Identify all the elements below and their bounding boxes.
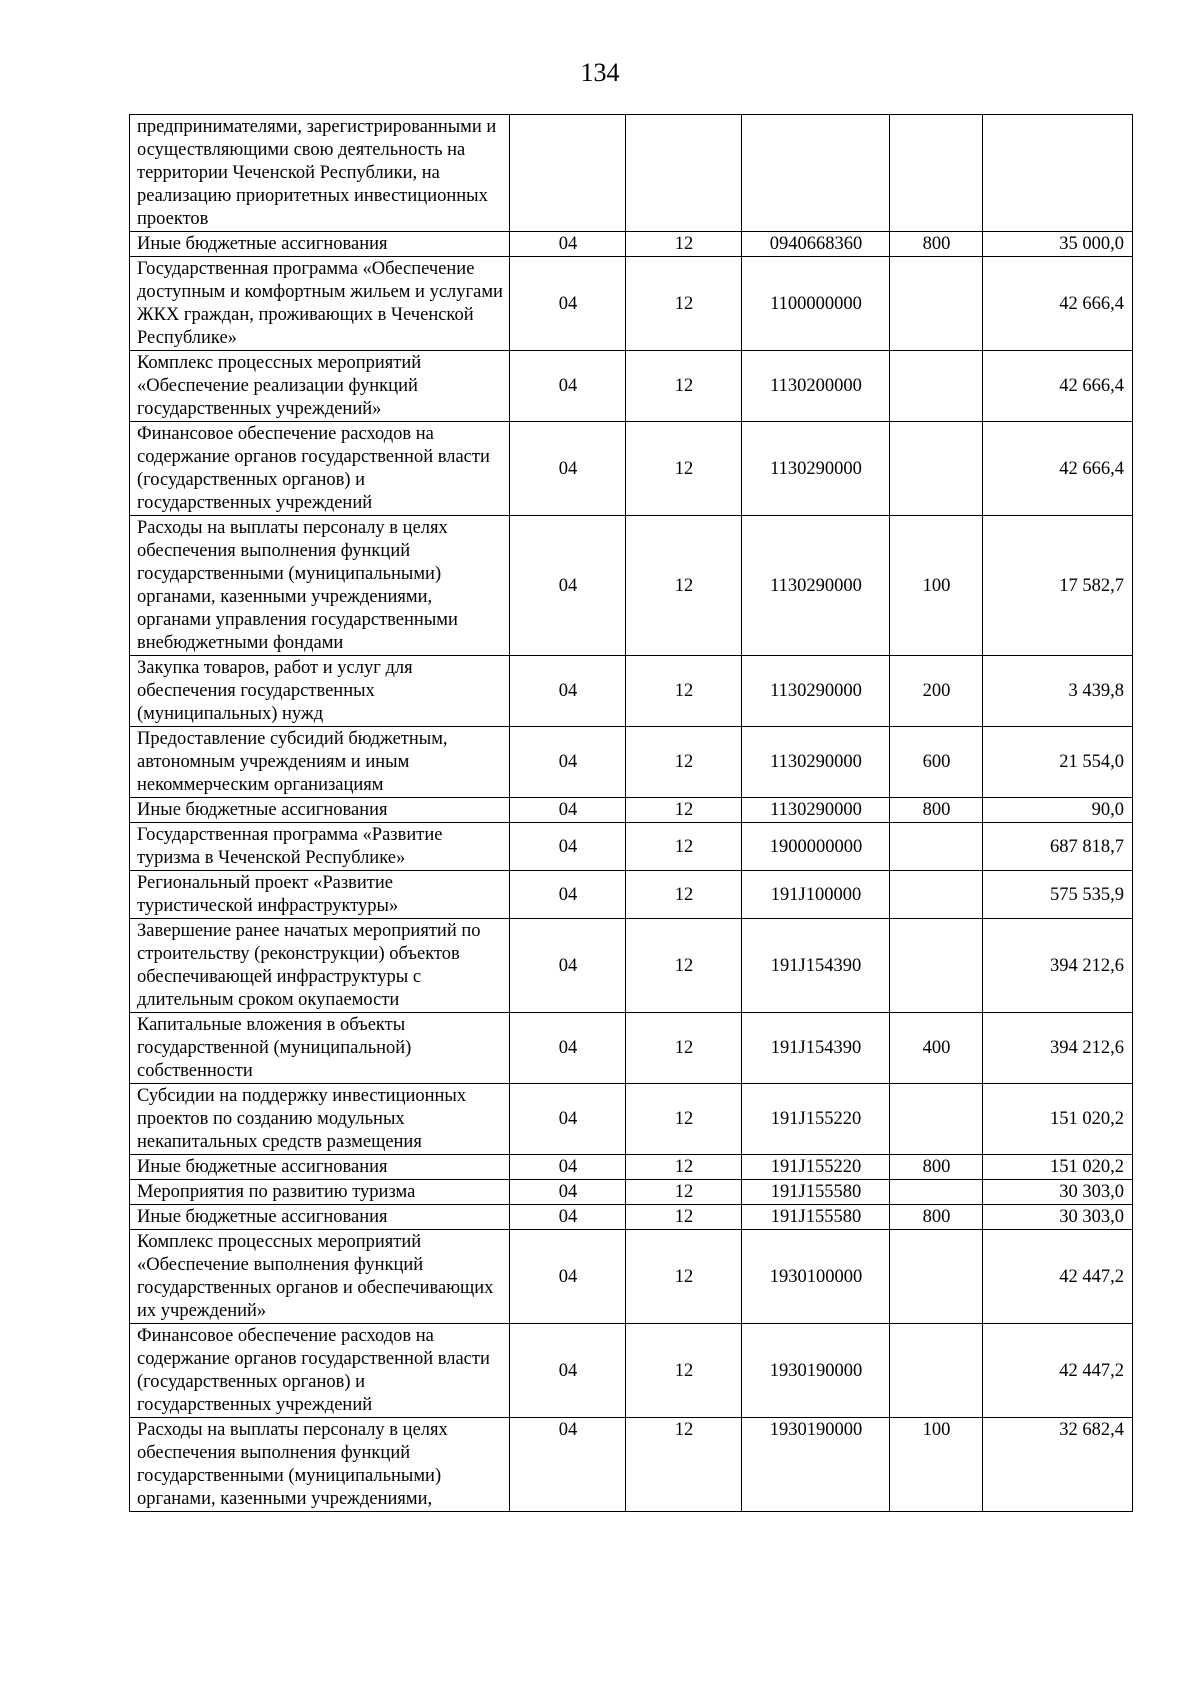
row-name: Иные бюджетные ассигнования — [130, 798, 510, 823]
table-row — [130, 1324, 1133, 1418]
row-name: Финансовое обеспечение расходов на содержание органов государственной власти (государственных органов) и государственных учреждений — [130, 1324, 510, 1418]
row-name: Государственная программа «Развитие туризма в Чеченской Республике» — [130, 823, 510, 871]
row-name: Субсидии на поддержку инвестиционных проектов по созданию модульных некапитальных средств размещения — [130, 1084, 510, 1155]
row-expense-type: 400 — [890, 1013, 983, 1084]
row-amount: 30 303,0 — [983, 1205, 1133, 1230]
row-target-code: 1130290000 — [742, 798, 890, 823]
row-amount: 30 303,0 — [983, 1180, 1133, 1205]
row-name: Капитальные вложения в объекты государственной (муниципальной) собственности — [130, 1013, 510, 1084]
row-name: Предоставление субсидий бюджетным, автономным учреждениям и иным некоммерческим организациям — [130, 727, 510, 798]
row-target-code: 1930190000 — [742, 1418, 890, 1512]
row-subsection: 12 — [626, 871, 742, 919]
row-amount: 42 666,4 — [983, 351, 1133, 422]
row-amount: 90,0 — [983, 798, 1133, 823]
row-section: 04 — [510, 798, 626, 823]
page-number: 134 — [580, 58, 620, 87]
row-section: 04 — [510, 1324, 626, 1418]
row-target-code: 1900000000 — [742, 823, 890, 871]
row-expense-type: 100 — [890, 1418, 983, 1512]
table-row — [130, 1084, 1133, 1155]
row-subsection: 12 — [626, 727, 742, 798]
table-row — [130, 1418, 1133, 1512]
row-section: 04 — [510, 1180, 626, 1205]
row-name: Финансовое обеспечение расходов на содержание органов государственной власти (государственных органов) и государственных учреждений — [130, 422, 510, 516]
row-expense-type: 200 — [890, 656, 983, 727]
row-target-code: 1130290000 — [742, 516, 890, 656]
table-row — [130, 232, 1133, 257]
row-section: 04 — [510, 727, 626, 798]
row-expense-type — [890, 351, 983, 422]
table-row — [130, 115, 1133, 232]
row-target-code: 191J154390 — [742, 1013, 890, 1084]
row-expense-type: 100 — [890, 516, 983, 656]
row-target-code: 191J155220 — [742, 1155, 890, 1180]
row-amount: 3 439,8 — [983, 656, 1133, 727]
row-target-code: 0940668360 — [742, 232, 890, 257]
row-name: предпринимателями, зарегистрированными и осуществляющими свою деятельность на территории Чеченской Республики, на реализацию приоритетных инвестиционных проектов — [130, 115, 510, 232]
row-subsection: 12 — [626, 232, 742, 257]
row-target-code: 191J155580 — [742, 1180, 890, 1205]
row-target-code: 191J155220 — [742, 1084, 890, 1155]
row-name: Государственная программа «Обеспечение доступным и комфортным жильем и услугами ЖКХ граждан, проживающих в Чеченской Республике» — [130, 257, 510, 351]
row-amount: 394 212,6 — [983, 1013, 1133, 1084]
row-name: Закупка товаров, работ и услуг для обеспечения государственных (муниципальных) нужд — [130, 656, 510, 727]
row-section: 04 — [510, 1013, 626, 1084]
row-amount: 151 020,2 — [983, 1155, 1133, 1180]
row-subsection: 12 — [626, 1084, 742, 1155]
row-section: 04 — [510, 823, 626, 871]
row-target-code: 1130290000 — [742, 656, 890, 727]
row-name: Завершение ранее начатых мероприятий по строительству (реконструкции) объектов обеспечивающей инфраструктуры с длительным сроком окупаемости — [130, 919, 510, 1013]
row-amount: 687 818,7 — [983, 823, 1133, 871]
row-subsection: 12 — [626, 919, 742, 1013]
table-row — [130, 871, 1133, 919]
row-subsection: 12 — [626, 257, 742, 351]
row-name: Расходы на выплаты персоналу в целях обеспечения выполнения функций государственными (муниципальными) органами, казенными учреждениями, органами управления государственными внебюджетными фондами — [130, 516, 510, 656]
row-target-code: 1130290000 — [742, 727, 890, 798]
budget-table — [129, 114, 1133, 1512]
row-subsection: 12 — [626, 516, 742, 656]
table-row — [130, 1155, 1133, 1180]
row-section: 04 — [510, 232, 626, 257]
row-amount: 42 447,2 — [983, 1324, 1133, 1418]
row-expense-type: 800 — [890, 232, 983, 257]
row-section: 04 — [510, 1205, 626, 1230]
row-section: 04 — [510, 1230, 626, 1324]
row-subsection: 12 — [626, 1180, 742, 1205]
row-name: Региональный проект «Развитие туристической инфраструктуры» — [130, 871, 510, 919]
row-expense-type — [890, 1324, 983, 1418]
row-amount: 42 666,4 — [983, 422, 1133, 516]
row-expense-type — [890, 257, 983, 351]
row-section — [510, 115, 626, 232]
row-name: Иные бюджетные ассигнования — [130, 1205, 510, 1230]
row-section: 04 — [510, 516, 626, 656]
row-subsection: 12 — [626, 1324, 742, 1418]
table-row — [130, 919, 1133, 1013]
row-expense-type — [890, 823, 983, 871]
row-amount: 42 666,4 — [983, 257, 1133, 351]
table-row — [130, 1230, 1133, 1324]
table-row — [130, 257, 1133, 351]
row-expense-type: 800 — [890, 1155, 983, 1180]
row-amount: 17 582,7 — [983, 516, 1133, 656]
row-subsection: 12 — [626, 823, 742, 871]
table-row — [130, 516, 1133, 656]
row-target-code: 1130200000 — [742, 351, 890, 422]
table-row — [130, 798, 1133, 823]
row-expense-type: 800 — [890, 1205, 983, 1230]
row-subsection: 12 — [626, 1013, 742, 1084]
row-subsection: 12 — [626, 1418, 742, 1512]
row-expense-type — [890, 919, 983, 1013]
table-row — [130, 823, 1133, 871]
table-row — [130, 351, 1133, 422]
table-row — [130, 727, 1133, 798]
row-subsection: 12 — [626, 351, 742, 422]
row-section: 04 — [510, 1418, 626, 1512]
row-amount: 32 682,4 — [983, 1418, 1133, 1512]
row-subsection: 12 — [626, 1155, 742, 1180]
row-target-code: 1930190000 — [742, 1324, 890, 1418]
row-section: 04 — [510, 1155, 626, 1180]
row-name: Комплекс процессных мероприятий «Обеспечение выполнения функций государственных органов и обеспечивающих их учреждений» — [130, 1230, 510, 1324]
row-section: 04 — [510, 257, 626, 351]
row-amount: 21 554,0 — [983, 727, 1133, 798]
row-expense-type — [890, 115, 983, 232]
row-section: 04 — [510, 351, 626, 422]
row-target-code: 1930100000 — [742, 1230, 890, 1324]
row-subsection — [626, 115, 742, 232]
table-row — [130, 422, 1133, 516]
row-expense-type — [890, 1180, 983, 1205]
row-subsection: 12 — [626, 1230, 742, 1324]
row-section: 04 — [510, 871, 626, 919]
row-amount — [983, 115, 1133, 232]
row-section: 04 — [510, 1084, 626, 1155]
table-row — [130, 656, 1133, 727]
table-row — [130, 1205, 1133, 1230]
row-expense-type: 800 — [890, 798, 983, 823]
row-target-code: 191J154390 — [742, 919, 890, 1013]
row-target-code: 191J155580 — [742, 1205, 890, 1230]
row-name: Мероприятия по развитию туризма — [130, 1180, 510, 1205]
row-target-code: 1130290000 — [742, 422, 890, 516]
row-amount: 35 000,0 — [983, 232, 1133, 257]
row-name: Комплекс процессных мероприятий «Обеспечение реализации функций государственных учреждений» — [130, 351, 510, 422]
row-name: Иные бюджетные ассигнования — [130, 232, 510, 257]
row-target-code — [742, 115, 890, 232]
row-expense-type — [890, 1230, 983, 1324]
row-expense-type — [890, 1084, 983, 1155]
row-subsection: 12 — [626, 798, 742, 823]
row-subsection: 12 — [626, 422, 742, 516]
row-section: 04 — [510, 919, 626, 1013]
table-row — [130, 1180, 1133, 1205]
row-amount: 42 447,2 — [983, 1230, 1133, 1324]
row-amount: 151 020,2 — [983, 1084, 1133, 1155]
row-expense-type: 600 — [890, 727, 983, 798]
row-subsection: 12 — [626, 656, 742, 727]
row-name: Иные бюджетные ассигнования — [130, 1155, 510, 1180]
row-amount: 394 212,6 — [983, 919, 1133, 1013]
row-amount: 575 535,9 — [983, 871, 1133, 919]
row-target-code: 191J100000 — [742, 871, 890, 919]
row-subsection: 12 — [626, 1205, 742, 1230]
table-row — [130, 1013, 1133, 1084]
row-name: Расходы на выплаты персоналу в целях обеспечения выполнения функций государственными (муниципальными) органами, казенными учреждениями, — [130, 1418, 510, 1512]
row-section: 04 — [510, 422, 626, 516]
row-expense-type — [890, 871, 983, 919]
row-section: 04 — [510, 656, 626, 727]
row-target-code: 1100000000 — [742, 257, 890, 351]
row-expense-type — [890, 422, 983, 516]
